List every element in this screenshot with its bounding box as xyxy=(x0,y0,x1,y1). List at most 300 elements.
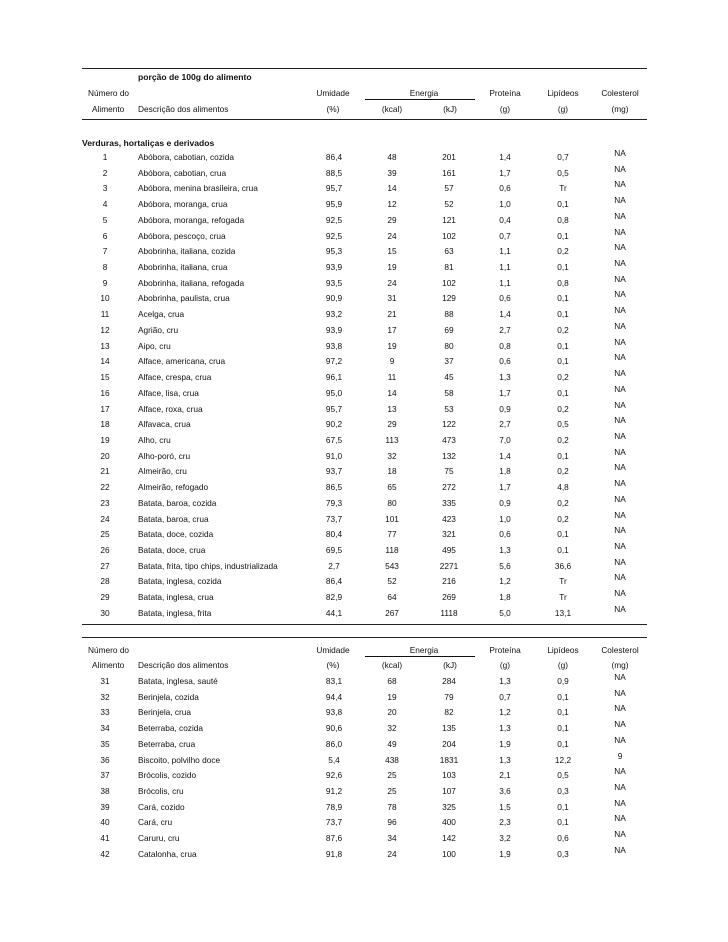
descricao-cell: Abóbora, cabotian, crua xyxy=(138,167,227,178)
proteina-cell: 1,3 xyxy=(499,754,511,765)
kj-cell: 129 xyxy=(442,293,456,304)
lipideos-cell: 0,1 xyxy=(557,529,569,540)
descricao-cell: Almeirão, refogado xyxy=(138,482,209,493)
colesterol-cell: NA xyxy=(614,687,626,698)
umidade-cell: 93,5 xyxy=(325,277,343,288)
numero-cell: 17 xyxy=(100,403,110,414)
header2-numero-do: Número do xyxy=(88,645,130,655)
proteina-cell: 1,1 xyxy=(499,277,511,288)
proteina-cell: 1,8 xyxy=(499,466,511,477)
colesterol-cell: NA xyxy=(614,336,626,347)
portion-title: porção de 100g do alimento xyxy=(138,72,252,82)
umidade-cell: 73,7 xyxy=(325,513,343,524)
umidade-cell: 67,5 xyxy=(325,434,343,445)
descricao-cell: Berinjela, crua xyxy=(138,707,192,718)
descricao-cell: Biscoito, polvilho doce xyxy=(138,754,221,765)
umidade-cell: 82,9 xyxy=(325,592,343,603)
colesterol-cell: NA xyxy=(614,383,626,394)
numero-cell: 6 xyxy=(102,230,108,241)
header-colesterol: Colesterol xyxy=(601,88,639,98)
descricao-cell: Abóbora, moranga, refogada xyxy=(138,214,245,225)
umidade-cell: 96,1 xyxy=(325,372,343,383)
lipideos-cell: 0,1 xyxy=(557,707,569,718)
descricao-cell: Alfavaca, crua xyxy=(138,419,191,430)
lipideos-cell: 0,5 xyxy=(557,419,569,430)
umidade-cell: 90,2 xyxy=(325,419,343,430)
kj-cell: 102 xyxy=(442,277,456,288)
kj-cell: 102 xyxy=(442,230,456,241)
lipideos-cell: 0,6 xyxy=(557,833,569,844)
umidade-cell: 91,8 xyxy=(325,848,343,859)
numero-cell: 19 xyxy=(100,434,110,445)
header2-proteina-unit: (g) xyxy=(499,660,511,670)
umidade-cell: 95,7 xyxy=(325,183,343,194)
energy2-underline xyxy=(365,656,475,657)
colesterol-cell: NA xyxy=(614,829,626,840)
proteina-cell: 1,8 xyxy=(499,592,511,603)
colesterol-cell: NA xyxy=(614,430,626,441)
proteina-cell: 0,6 xyxy=(499,529,511,540)
colesterol-cell: NA xyxy=(614,399,626,410)
header2-proteina: Proteína xyxy=(489,645,521,655)
header2-colesterol: Colesterol xyxy=(601,645,639,655)
colesterol-cell: NA xyxy=(614,478,626,489)
kcal-cell: 267 xyxy=(385,607,399,618)
descricao-cell: Brócolis, cru xyxy=(138,786,184,797)
kj-cell: 284 xyxy=(442,676,456,686)
kcal-cell: 438 xyxy=(385,754,399,765)
umidade-cell: 93,8 xyxy=(325,340,343,351)
descricao-cell: Alface, roxa, crua xyxy=(138,403,203,414)
colesterol-cell: NA xyxy=(614,572,626,583)
table-row xyxy=(0,603,728,624)
numero-cell: 8 xyxy=(102,262,108,273)
lipideos-cell: Tr xyxy=(559,183,567,194)
kj-cell: 69 xyxy=(444,324,454,335)
proteina-cell: 1,3 xyxy=(499,723,511,734)
kcal-cell: 24 xyxy=(387,848,397,859)
kj-cell: 53 xyxy=(444,403,454,414)
header-energia: Energia xyxy=(409,88,439,98)
umidade-cell: 86,0 xyxy=(325,738,343,749)
proteina-cell: 1,2 xyxy=(499,576,511,587)
numero-cell: 9 xyxy=(102,277,108,288)
kj-cell: 423 xyxy=(442,513,456,524)
descricao-cell: Brócolis, cozido xyxy=(138,770,197,781)
descricao-cell: Alface, americana, crua xyxy=(138,356,226,367)
numero-cell: 23 xyxy=(100,497,110,508)
numero-cell: 15 xyxy=(100,372,110,383)
colesterol-cell: NA xyxy=(614,258,626,269)
header2-kj: (kJ) xyxy=(443,660,457,670)
kcal-cell: 15 xyxy=(387,246,397,257)
kj-cell: 269 xyxy=(442,592,456,603)
kcal-cell: 65 xyxy=(387,482,397,493)
colesterol-cell: NA xyxy=(614,672,626,682)
colesterol-cell: NA xyxy=(614,163,626,174)
header-rule xyxy=(82,119,647,120)
proteina-cell: 0,6 xyxy=(499,356,511,367)
proteina-cell: 2,7 xyxy=(499,419,511,430)
table-row xyxy=(0,844,728,865)
colesterol-cell: NA xyxy=(614,766,626,777)
header2-alimento: Alimento xyxy=(92,660,125,670)
kj-cell: 2271 xyxy=(439,560,459,571)
header-lipideos-unit: (g) xyxy=(557,104,569,114)
umidade-cell: 86,4 xyxy=(325,576,343,587)
lipideos-cell: 0,5 xyxy=(557,770,569,781)
numero-cell: 27 xyxy=(100,560,110,571)
umidade-cell: 69,5 xyxy=(325,545,343,555)
umidade-cell: 92,6 xyxy=(325,770,343,781)
descricao-cell: Agrião, cru xyxy=(138,324,179,335)
descricao-cell: Catalonha, crua xyxy=(138,848,197,859)
kcal-cell: 20 xyxy=(387,707,397,718)
numero-cell: 14 xyxy=(100,356,110,367)
header-alimento: Alimento xyxy=(92,104,125,114)
numero-cell: 30 xyxy=(100,607,110,618)
lipideos-cell: 0,3 xyxy=(557,786,569,797)
proteina-cell: 0,4 xyxy=(499,214,511,225)
umidade-cell: 92,5 xyxy=(325,230,343,241)
numero-cell: 29 xyxy=(100,592,110,603)
colesterol-cell: NA xyxy=(614,179,626,190)
colesterol-cell: NA xyxy=(614,734,626,745)
kj-cell: 321 xyxy=(442,529,456,540)
lipideos-cell: Tr xyxy=(559,576,567,587)
kcal-cell: 9 xyxy=(389,356,395,367)
numero-cell: 32 xyxy=(100,691,110,702)
kcal-cell: 29 xyxy=(387,419,397,430)
proteina-cell: 1,4 xyxy=(499,309,511,320)
kj-cell: 82 xyxy=(444,707,454,718)
kj-cell: 272 xyxy=(442,482,456,493)
lipideos-cell: 0,1 xyxy=(557,738,569,749)
colesterol-cell: NA xyxy=(614,782,626,793)
descricao-cell: Batata, baroa, cozida xyxy=(138,497,217,508)
proteina-cell: 1,1 xyxy=(499,262,511,273)
lipideos-cell: 0,8 xyxy=(557,214,569,225)
kcal-cell: 64 xyxy=(387,592,397,603)
proteina-cell: 7,0 xyxy=(499,434,511,445)
proteina-cell: 1,3 xyxy=(499,676,511,686)
kj-cell: 495 xyxy=(442,545,456,555)
numero-cell: 4 xyxy=(102,199,108,210)
numero-cell: 11 xyxy=(100,309,110,320)
kj-cell: 79 xyxy=(444,691,454,702)
descricao-cell: Caruru, cru xyxy=(138,833,180,844)
descricao-cell: Almeirão, cru xyxy=(138,466,187,477)
kcal-cell: 80 xyxy=(387,497,397,508)
kcal-cell: 39 xyxy=(387,167,397,178)
kj-cell: 142 xyxy=(442,833,456,844)
numero-cell: 18 xyxy=(100,419,110,430)
colesterol-cell: NA xyxy=(614,226,626,237)
kcal-cell: 24 xyxy=(387,230,397,241)
numero-cell: 40 xyxy=(100,817,110,828)
section-title: Verduras, hortaliças e derivados xyxy=(82,138,215,148)
kcal-cell: 96 xyxy=(387,817,397,828)
colesterol-cell: NA xyxy=(614,813,626,824)
numero-cell: 10 xyxy=(100,293,110,304)
kcal-cell: 101 xyxy=(385,513,399,524)
lipideos-cell: 36,6 xyxy=(554,560,572,571)
kj-cell: 81 xyxy=(444,262,454,273)
descricao-cell: Abobrinha, italiana, crua xyxy=(138,262,228,273)
proteina-cell: 1,4 xyxy=(499,450,511,461)
umidade-cell: 86,4 xyxy=(325,152,343,162)
numero-cell: 41 xyxy=(100,833,110,844)
header-numero-do: Número do xyxy=(88,88,130,98)
lipideos-cell: 0,1 xyxy=(557,691,569,702)
umidade-cell: 94,4 xyxy=(325,691,343,702)
kcal-cell: 34 xyxy=(387,833,397,844)
kj-cell: 52 xyxy=(444,199,454,210)
proteina-cell: 1,0 xyxy=(499,513,511,524)
descricao-cell: Batata, doce, cozida xyxy=(138,529,214,540)
colesterol-cell: NA xyxy=(614,320,626,331)
proteina-cell: 1,0 xyxy=(499,199,511,210)
kcal-cell: 31 xyxy=(387,293,397,304)
numero-cell: 35 xyxy=(100,738,110,749)
umidade-cell: 80,4 xyxy=(325,529,343,540)
header-lipideos: Lipídeos xyxy=(547,88,579,98)
proteina-cell: 5,0 xyxy=(499,607,511,618)
numero-cell: 22 xyxy=(100,482,110,493)
numero-cell: 2 xyxy=(102,167,108,178)
kcal-cell: 14 xyxy=(387,387,397,398)
colesterol-cell: NA xyxy=(614,556,626,567)
descricao-cell: Alface, lisa, crua xyxy=(138,387,199,398)
descricao-cell: Acelga, crua xyxy=(138,309,185,320)
numero-cell: 24 xyxy=(100,513,110,524)
kj-cell: 473 xyxy=(442,434,456,445)
colesterol-cell: NA xyxy=(614,509,626,520)
lipideos-cell: 0,7 xyxy=(557,152,569,162)
kj-cell: 100 xyxy=(442,848,456,859)
umidade-cell: 44,1 xyxy=(325,607,343,618)
header-proteina-unit: (g) xyxy=(499,104,511,114)
proteina-cell: 1,7 xyxy=(499,387,511,398)
lipideos-cell: 0,1 xyxy=(557,262,569,273)
umidade-cell: 78,9 xyxy=(325,801,343,812)
numero-cell: 37 xyxy=(100,770,110,781)
numero-cell: 16 xyxy=(100,387,110,398)
colesterol-cell: 9 xyxy=(617,750,623,761)
numero-cell: 21 xyxy=(100,466,110,477)
colesterol-cell: NA xyxy=(614,446,626,457)
header2-lipideos-unit: (g) xyxy=(557,660,569,670)
umidade-cell: 91,2 xyxy=(325,786,343,797)
colesterol-cell: NA xyxy=(614,603,626,614)
descricao-cell: Batata, frita, tipo chips, industrializada xyxy=(138,560,278,571)
header2-umidade: Umidade xyxy=(316,645,350,655)
proteina-cell: 0,8 xyxy=(499,340,511,351)
numero-cell: 34 xyxy=(100,723,110,734)
kcal-cell: 77 xyxy=(387,529,397,540)
kj-cell: 201 xyxy=(442,152,456,162)
lipideos-cell: 0,3 xyxy=(557,848,569,859)
umidade-cell: 95,3 xyxy=(325,246,343,257)
numero-cell: 26 xyxy=(100,545,110,555)
numero-cell: 25 xyxy=(100,529,110,540)
numero-cell: 42 xyxy=(100,848,110,859)
colesterol-cell: NA xyxy=(614,210,626,221)
kj-cell: 80 xyxy=(444,340,454,351)
proteina-cell: 0,6 xyxy=(499,183,511,194)
kj-cell: 135 xyxy=(442,723,456,734)
umidade-cell: 92,5 xyxy=(325,214,343,225)
kcal-cell: 32 xyxy=(387,723,397,734)
umidade-cell: 91,0 xyxy=(325,450,343,461)
colesterol-cell: NA xyxy=(614,797,626,808)
kj-cell: 335 xyxy=(442,497,456,508)
proteina-cell: 2,3 xyxy=(499,817,511,828)
lipideos-cell: 0,8 xyxy=(557,277,569,288)
numero-cell: 3 xyxy=(102,183,108,194)
table2-top-rule xyxy=(82,637,647,638)
descricao-cell: Alho, cru xyxy=(138,434,171,445)
header-descricao: Descrição dos alimentos xyxy=(138,104,229,114)
descricao-cell: Berinjela, cozida xyxy=(138,691,199,702)
lipideos-cell: 4,8 xyxy=(557,482,569,493)
proteina-cell: 0,6 xyxy=(499,293,511,304)
lipideos-cell: 0,1 xyxy=(557,356,569,367)
kj-cell: 37 xyxy=(444,356,454,367)
proteina-cell: 1,3 xyxy=(499,372,511,383)
lipideos-cell: 0,1 xyxy=(557,340,569,351)
proteina-cell: 1,9 xyxy=(499,848,511,859)
descricao-cell: Batata, inglesa, frita xyxy=(138,607,212,618)
lipideos-cell: 0,1 xyxy=(557,817,569,828)
kj-cell: 161 xyxy=(442,167,456,178)
kj-cell: 121 xyxy=(442,214,456,225)
proteina-cell: 3,2 xyxy=(499,833,511,844)
proteina-cell: 1,3 xyxy=(499,545,511,555)
kj-cell: 122 xyxy=(442,419,456,430)
descricao-cell: Abóbora, cabotian, cozida xyxy=(138,152,234,162)
kcal-cell: 11 xyxy=(387,372,397,383)
umidade-cell: 90,6 xyxy=(325,723,343,734)
kj-cell: 204 xyxy=(442,738,456,749)
kcal-cell: 68 xyxy=(387,676,397,686)
umidade-cell: 93,7 xyxy=(325,466,343,477)
umidade-cell: 79,3 xyxy=(325,497,343,508)
umidade-cell: 86,5 xyxy=(325,482,343,493)
umidade-cell: 83,1 xyxy=(325,676,343,686)
kcal-cell: 19 xyxy=(387,262,397,273)
header2-umidade-unit: (%) xyxy=(326,660,340,670)
colesterol-cell: NA xyxy=(614,273,626,284)
colesterol-cell: NA xyxy=(614,415,626,426)
lipideos-cell: 0,2 xyxy=(557,246,569,257)
lipideos-cell: 0,2 xyxy=(557,324,569,335)
umidade-cell: 88,5 xyxy=(325,167,343,178)
descricao-cell: Alho-poró, cru xyxy=(138,450,191,461)
numero-cell: 39 xyxy=(100,801,110,812)
proteina-cell: 1,7 xyxy=(499,482,511,493)
kcal-cell: 14 xyxy=(387,183,397,194)
header-kcal: (kcal) xyxy=(381,104,403,114)
colesterol-cell: NA xyxy=(614,148,626,158)
header-colesterol-unit: (mg) xyxy=(611,104,629,114)
header2-colesterol-unit: (mg) xyxy=(611,660,629,670)
proteina-cell: 3,6 xyxy=(499,786,511,797)
lipideos-cell: 0,1 xyxy=(557,199,569,210)
colesterol-cell: NA xyxy=(614,242,626,253)
kcal-cell: 48 xyxy=(387,152,397,162)
kj-cell: 107 xyxy=(442,786,456,797)
proteina-cell: 1,1 xyxy=(499,246,511,257)
colesterol-cell: NA xyxy=(614,352,626,363)
descricao-cell: Abóbora, moranga, crua xyxy=(138,199,228,210)
umidade-cell: 95,0 xyxy=(325,387,343,398)
numero-cell: 36 xyxy=(100,754,110,765)
lipideos-cell: 0,2 xyxy=(557,403,569,414)
proteina-cell: 0,7 xyxy=(499,691,511,702)
colesterol-cell: NA xyxy=(614,844,626,855)
top-rule xyxy=(82,68,647,69)
colesterol-cell: NA xyxy=(614,719,626,730)
descricao-cell: Abobrinha, italiana, cozida xyxy=(138,246,236,257)
kcal-cell: 13 xyxy=(387,403,397,414)
descricao-cell: Beterraba, cozida xyxy=(138,723,204,734)
kj-cell: 1831 xyxy=(439,754,459,765)
header2-energia: Energia xyxy=(409,645,439,655)
lipideos-cell: Tr xyxy=(559,592,567,603)
descricao-cell: Abóbora, menina brasileira, crua xyxy=(138,183,258,194)
umidade-cell: 95,9 xyxy=(325,199,343,210)
numero-cell: 20 xyxy=(100,450,110,461)
colesterol-cell: NA xyxy=(614,493,626,504)
kcal-cell: 78 xyxy=(387,801,397,812)
colesterol-cell: NA xyxy=(614,368,626,379)
kj-cell: 88 xyxy=(444,309,454,320)
kcal-cell: 49 xyxy=(387,738,397,749)
lipideos-cell: 0,2 xyxy=(557,513,569,524)
numero-cell: 33 xyxy=(100,707,110,718)
proteina-cell: 0,9 xyxy=(499,403,511,414)
kj-cell: 57 xyxy=(444,183,454,194)
proteina-cell: 1,5 xyxy=(499,801,511,812)
descricao-cell: Abobrinha, paulista, crua xyxy=(138,293,230,304)
kj-cell: 45 xyxy=(444,372,454,383)
kj-cell: 75 xyxy=(444,466,454,477)
proteina-cell: 2,1 xyxy=(499,770,511,781)
numero-cell: 28 xyxy=(100,576,110,587)
kj-cell: 400 xyxy=(442,817,456,828)
proteina-cell: 1,4 xyxy=(499,152,511,162)
umidade-cell: 5,4 xyxy=(328,754,340,765)
umidade-cell: 87,6 xyxy=(325,833,343,844)
lipideos-cell: 0,1 xyxy=(557,450,569,461)
descricao-cell: Batata, baroa, crua xyxy=(138,513,209,524)
descricao-cell: Aipo, cru xyxy=(138,340,171,351)
colesterol-cell: NA xyxy=(614,703,626,714)
proteina-cell: 1,2 xyxy=(499,707,511,718)
descricao-cell: Cará, cru xyxy=(138,817,173,828)
colesterol-cell: NA xyxy=(614,525,626,536)
umidade-cell: 95,7 xyxy=(325,403,343,414)
proteina-cell: 0,9 xyxy=(499,497,511,508)
lipideos-cell: 0,1 xyxy=(557,387,569,398)
lipideos-cell: 0,1 xyxy=(557,293,569,304)
kcal-cell: 12 xyxy=(387,199,397,210)
header-kj: (kJ) xyxy=(443,104,457,114)
kcal-cell: 543 xyxy=(385,560,399,571)
kj-cell: 325 xyxy=(442,801,456,812)
lipideos-cell: 0,2 xyxy=(557,497,569,508)
